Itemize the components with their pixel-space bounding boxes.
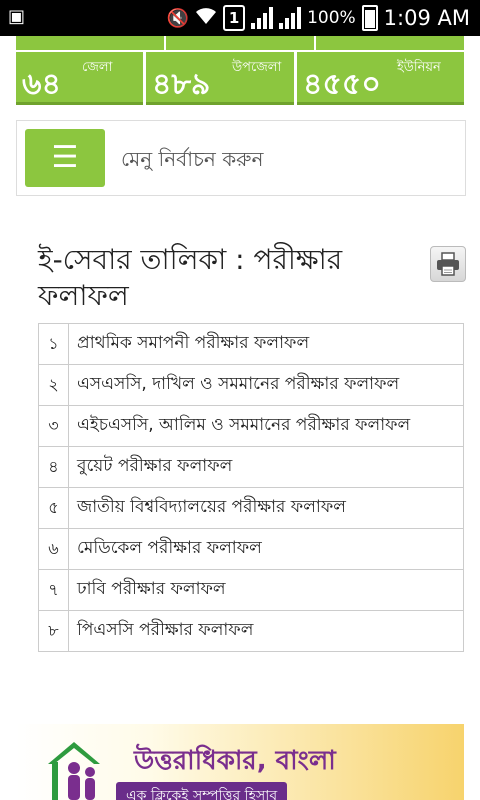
banner-subtitle: এক ক্লিকেই সম্পত্তির হিসাব — [116, 782, 287, 800]
row-index: ৬ — [39, 529, 69, 570]
page-title: ই-সেবার তালিকা : পরীক্ষার ফলাফল — [38, 243, 343, 312]
stat-partial-1 — [16, 36, 166, 50]
stat-upazila[interactable] — [146, 52, 294, 102]
stat-partial-2 — [166, 36, 316, 50]
uttoradhikar-banner[interactable] — [16, 724, 464, 800]
stat-label: উপজেলা — [232, 60, 282, 75]
results-table — [38, 323, 464, 652]
table-row[interactable] — [39, 529, 464, 570]
table-row[interactable] — [39, 570, 464, 611]
stat-partial-3 — [316, 36, 464, 50]
stats-row — [16, 52, 464, 106]
signal-2-icon — [279, 7, 301, 29]
hamburger-menu-button[interactable]: ☰ — [25, 129, 105, 187]
mute-icon: 🔇 — [166, 7, 190, 29]
wifi-icon — [195, 7, 217, 30]
stat-number: ৬৪ — [22, 67, 61, 102]
result-link[interactable]: প্রাথমিক সমাপনী পরীক্ষার ফলাফল — [69, 324, 464, 365]
clock: 1:09 AM — [383, 6, 470, 30]
stat-number: ৪৮৯ — [152, 67, 211, 102]
table-row[interactable] — [39, 488, 464, 529]
row-index: ৪ — [39, 447, 69, 488]
table-row[interactable] — [39, 365, 464, 406]
result-link[interactable]: ঢাবি পরীক্ষার ফলাফল — [69, 570, 464, 611]
result-link[interactable]: এসএসসি, দাখিল ও সমমানের পরীক্ষার ফলাফল — [69, 365, 464, 406]
menu-select-label[interactable]: মেনু নির্বাচন করুন — [121, 147, 264, 171]
result-link[interactable]: মেডিকেল পরীক্ষার ফলাফল — [69, 529, 464, 570]
row-index: ১ — [39, 324, 69, 365]
printer-icon — [435, 251, 461, 277]
result-link[interactable]: এইচএসসি, আলিম ও সমমানের পরীক্ষার ফলাফল — [69, 406, 464, 447]
row-index: ৮ — [39, 611, 69, 652]
stat-union[interactable] — [297, 52, 464, 102]
row-index: ৭ — [39, 570, 69, 611]
banner-title: উত্তরাধিকার, বাংলা — [134, 746, 336, 776]
result-link[interactable]: জাতীয় বিশ্ববিদ্যালয়ের পরীক্ষার ফলাফল — [69, 488, 464, 529]
table-row[interactable] — [39, 611, 464, 652]
stat-label: জেলা — [82, 60, 113, 75]
status-bar — [0, 0, 480, 36]
sim-slot-icon: 1 — [223, 5, 245, 31]
battery-icon — [362, 5, 378, 31]
signal-icon — [251, 7, 273, 29]
stat-label: ইউনিয়ন — [397, 60, 441, 75]
table-row[interactable] — [39, 447, 464, 488]
table-row[interactable] — [39, 324, 464, 365]
stats-row-top-partial — [16, 36, 464, 50]
print-button[interactable] — [430, 246, 466, 282]
row-index: ২ — [39, 365, 69, 406]
table-row[interactable] — [39, 406, 464, 447]
result-link[interactable]: বুয়েট পরীক্ষার ফলাফল — [69, 447, 464, 488]
stat-number: ৪৫৫০ — [303, 67, 381, 102]
menu-selector[interactable] — [16, 120, 466, 196]
status-icons — [167, 5, 470, 31]
row-index: ৫ — [39, 488, 69, 529]
row-index: ৩ — [39, 406, 69, 447]
house-family-icon — [44, 738, 114, 800]
result-link[interactable]: পিএসসি পরীক্ষার ফলাফল — [69, 611, 464, 652]
battery-percent: 100% — [307, 8, 356, 28]
stat-district[interactable] — [16, 52, 143, 102]
screenshot-notification-icon: ▣ — [8, 6, 26, 27]
